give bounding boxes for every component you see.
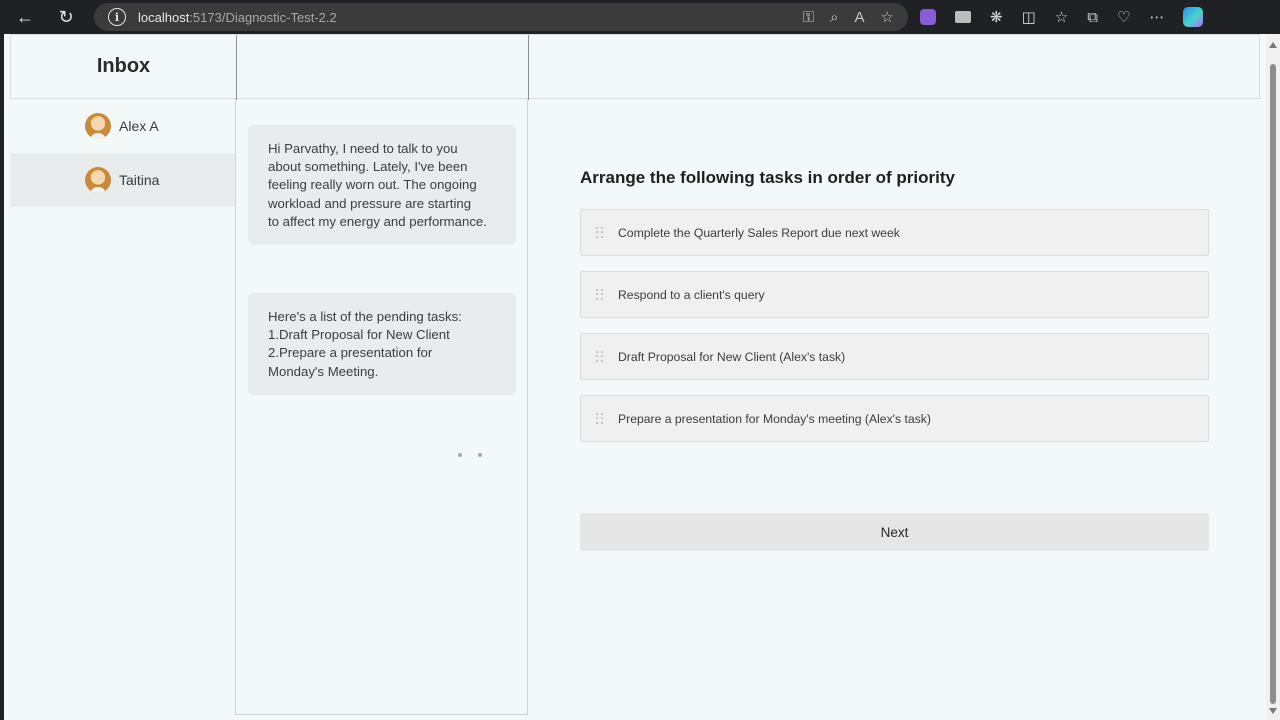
zoom-icon[interactable]: ⌕ bbox=[830, 8, 839, 26]
drag-handle-icon[interactable] bbox=[596, 413, 604, 425]
more-menu-icon[interactable]: ⋯ bbox=[1149, 9, 1165, 26]
scroll-down-icon[interactable] bbox=[1269, 708, 1277, 714]
task-item[interactable] bbox=[580, 209, 1209, 256]
page-header bbox=[10, 34, 1260, 99]
message-text: Here's a list of the pending tasks: 1.Draft Proposal for New Client 2.Prepare a presentation for Monday's Meeting. bbox=[268, 309, 462, 379]
drag-handle-icon[interactable] bbox=[596, 351, 604, 363]
split-screen-icon[interactable]: ◫ bbox=[1021, 9, 1036, 26]
task-item[interactable] bbox=[580, 333, 1209, 380]
contact-item-alex[interactable] bbox=[10, 99, 235, 153]
site-info-icon[interactable]: i bbox=[108, 8, 126, 26]
url-text: localhost:5173/Diagnostic-Test-2.2 bbox=[138, 9, 337, 25]
task-label: Draft Proposal for New Client (Alex's task) bbox=[618, 349, 846, 364]
chat-message bbox=[248, 293, 516, 395]
avatar bbox=[85, 167, 111, 193]
copilot-icon[interactable] bbox=[1183, 7, 1203, 27]
extension-icon[interactable] bbox=[920, 9, 936, 25]
address-bar-icons bbox=[803, 3, 894, 31]
header-divider bbox=[528, 35, 529, 100]
browser-extension-icons bbox=[920, 0, 1203, 34]
page-viewport bbox=[4, 34, 1266, 720]
typing-dot bbox=[478, 453, 482, 457]
chat-column bbox=[235, 99, 528, 715]
drag-handle-icon[interactable] bbox=[596, 289, 604, 301]
reload-icon[interactable]: ↻ bbox=[58, 6, 74, 27]
inbox-title: Inbox bbox=[96, 55, 151, 77]
task-label: Prepare a presentation for Monday's meeting (Alex's task) bbox=[618, 411, 931, 426]
back-arrow-icon[interactable]: ← bbox=[16, 6, 34, 27]
task-title: Arrange the following tasks in order of priority bbox=[580, 168, 955, 187]
task-label: Complete the Quarterly Sales Report due next week bbox=[618, 225, 900, 240]
favorite-star-icon[interactable]: ☆ bbox=[880, 9, 894, 26]
header-divider bbox=[236, 35, 237, 100]
next-button[interactable]: Next bbox=[580, 513, 1209, 551]
contact-name: Taitina bbox=[119, 172, 160, 188]
task-item[interactable] bbox=[580, 271, 1209, 318]
task-panel bbox=[528, 99, 1266, 720]
typing-indicator bbox=[458, 453, 482, 457]
message-text: Hi Parvathy, I need to talk to you about something. Lately, I've been feeling really worn out. The ongoing workload and pressure are starting to affect my energy and performance. bbox=[268, 141, 487, 229]
task-label: Respond to a client's query bbox=[618, 287, 765, 302]
address-bar[interactable] bbox=[94, 3, 908, 31]
read-aloud-icon[interactable]: A bbox=[854, 8, 865, 26]
health-icon[interactable]: ♡ bbox=[1116, 9, 1131, 26]
favorites-icon[interactable]: ☆ bbox=[1054, 9, 1069, 26]
drag-handle-icon[interactable] bbox=[596, 227, 604, 239]
chat-message bbox=[248, 125, 516, 245]
typing-dot bbox=[458, 453, 462, 457]
scroll-thumb[interactable] bbox=[1270, 64, 1276, 704]
browser-toolbar bbox=[0, 0, 1280, 34]
contact-item-taitina[interactable] bbox=[10, 153, 235, 207]
puzzle-icon[interactable]: ❋ bbox=[990, 9, 1003, 26]
contact-name: Alex A bbox=[119, 118, 159, 134]
vertical-scrollbar[interactable] bbox=[1266, 34, 1280, 720]
task-item[interactable] bbox=[580, 395, 1209, 442]
collections-icon[interactable]: ⧉ bbox=[1087, 8, 1098, 26]
contacts-sidebar bbox=[10, 99, 235, 720]
scroll-up-icon[interactable] bbox=[1269, 42, 1277, 48]
extension-icon[interactable] bbox=[955, 11, 971, 23]
avatar bbox=[85, 113, 111, 139]
key-icon[interactable]: ⚿ bbox=[802, 8, 815, 26]
